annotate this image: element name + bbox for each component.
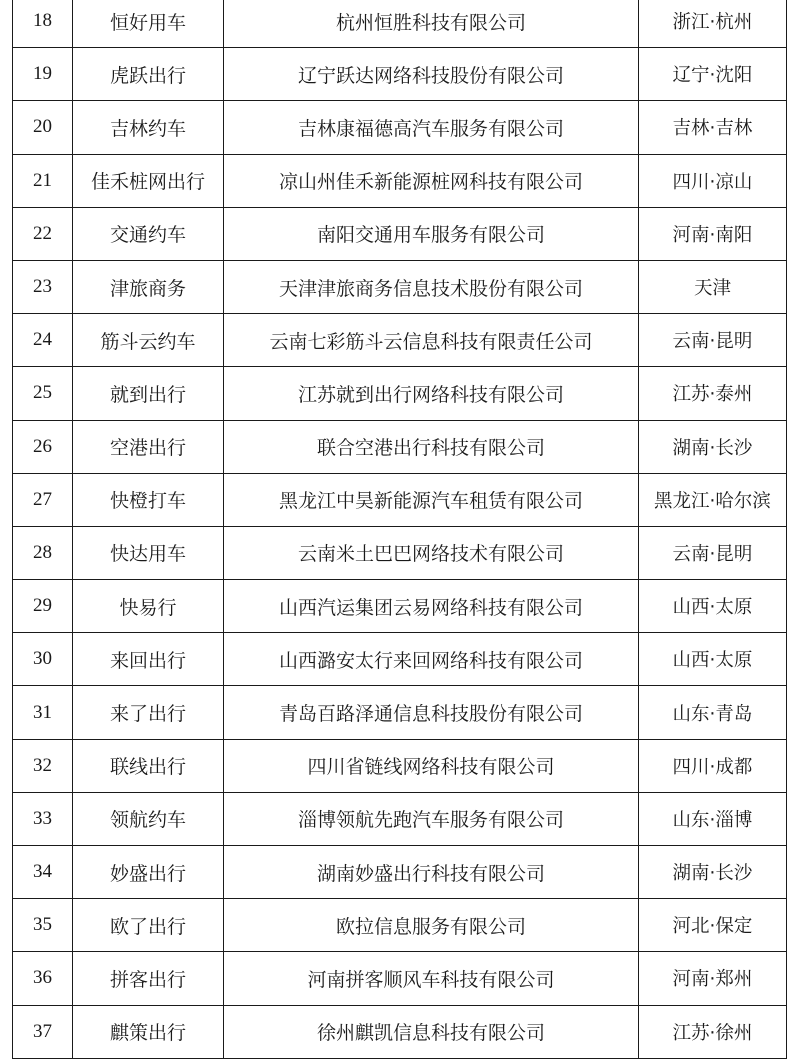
table-row: [13, 580, 787, 633]
company-name-cell: 辽宁跃达网络科技股份有限公司: [224, 48, 639, 101]
table-row: [13, 686, 787, 739]
table-row: [13, 846, 787, 899]
table-body: [13, 0, 787, 1058]
company-name-cell: 联合空港出行科技有限公司: [224, 420, 639, 473]
company-name-cell: 河南拼客顺风车科技有限公司: [224, 952, 639, 1005]
company-name-cell: 南阳交通用车服务有限公司: [224, 207, 639, 260]
row-number-cell: 26: [13, 420, 73, 473]
location-cell: 山西·太原: [639, 633, 787, 686]
table-row: [13, 367, 787, 420]
platform-table: [12, 0, 787, 1059]
location-cell: 辽宁·沈阳: [639, 48, 787, 101]
company-name-cell: 杭州恒胜科技有限公司: [224, 0, 639, 48]
table-row: [13, 48, 787, 101]
platform-name-cell: 就到出行: [73, 367, 224, 420]
table-row: [13, 1005, 787, 1058]
location-cell: 云南·昆明: [639, 526, 787, 579]
row-number-cell: 32: [13, 739, 73, 792]
location-cell: 云南·昆明: [639, 314, 787, 367]
company-name-cell: 四川省链线网络科技有限公司: [224, 739, 639, 792]
platform-name-cell: 空港出行: [73, 420, 224, 473]
row-number-cell: 35: [13, 899, 73, 952]
row-number-cell: 20: [13, 101, 73, 154]
platform-name-cell: 恒好用车: [73, 0, 224, 48]
table-row: [13, 792, 787, 845]
platform-name-cell: 妙盛出行: [73, 846, 224, 899]
row-number-cell: 22: [13, 207, 73, 260]
table-row: [13, 633, 787, 686]
company-name-cell: 淄博领航先跑汽车服务有限公司: [224, 792, 639, 845]
location-cell: 河南·南阳: [639, 207, 787, 260]
platform-name-cell: 拼客出行: [73, 952, 224, 1005]
location-cell: 天津: [639, 260, 787, 313]
company-name-cell: 黑龙江中昊新能源汽车租赁有限公司: [224, 473, 639, 526]
row-number-cell: 33: [13, 792, 73, 845]
platform-name-cell: 快橙打车: [73, 473, 224, 526]
platform-name-cell: 佳禾桩网出行: [73, 154, 224, 207]
location-cell: 山东·青岛: [639, 686, 787, 739]
row-number-cell: 27: [13, 473, 73, 526]
location-cell: 黑龙江·哈尔滨: [639, 473, 787, 526]
row-number-cell: 24: [13, 314, 73, 367]
location-cell: 江苏·徐州: [639, 1005, 787, 1058]
platform-name-cell: 吉林约车: [73, 101, 224, 154]
table-row: [13, 154, 787, 207]
company-name-cell: 青岛百路泽通信息科技股份有限公司: [224, 686, 639, 739]
company-name-cell: 山西汽运集团云易网络科技有限公司: [224, 580, 639, 633]
row-number-cell: 21: [13, 154, 73, 207]
platform-name-cell: 虎跃出行: [73, 48, 224, 101]
location-cell: 吉林·吉林: [639, 101, 787, 154]
platform-name-cell: 交通约车: [73, 207, 224, 260]
table-row: [13, 739, 787, 792]
location-cell: 河南·郑州: [639, 952, 787, 1005]
table-row: [13, 0, 787, 48]
company-name-cell: 天津津旅商务信息技术股份有限公司: [224, 260, 639, 313]
table-row: [13, 314, 787, 367]
location-cell: 四川·凉山: [639, 154, 787, 207]
company-name-cell: 凉山州佳禾新能源桩网科技有限公司: [224, 154, 639, 207]
platform-name-cell: 领航约车: [73, 792, 224, 845]
platform-name-cell: 联线出行: [73, 739, 224, 792]
platform-name-cell: 来回出行: [73, 633, 224, 686]
table-row: [13, 952, 787, 1005]
platform-name-cell: 麒策出行: [73, 1005, 224, 1058]
row-number-cell: 19: [13, 48, 73, 101]
location-cell: 江苏·泰州: [639, 367, 787, 420]
table-row: [13, 420, 787, 473]
company-name-cell: 云南米土巴巴网络技术有限公司: [224, 526, 639, 579]
row-number-cell: 25: [13, 367, 73, 420]
table-row: [13, 899, 787, 952]
company-name-cell: 云南七彩筋斗云信息科技有限责任公司: [224, 314, 639, 367]
table-row: [13, 473, 787, 526]
company-name-cell: 江苏就到出行网络科技有限公司: [224, 367, 639, 420]
location-cell: 河北·保定: [639, 899, 787, 952]
table-row: [13, 101, 787, 154]
company-name-cell: 徐州麒凯信息科技有限公司: [224, 1005, 639, 1058]
platform-name-cell: 来了出行: [73, 686, 224, 739]
row-number-cell: 18: [13, 0, 73, 48]
company-name-cell: 山西潞安太行来回网络科技有限公司: [224, 633, 639, 686]
location-cell: 四川·成都: [639, 739, 787, 792]
table-row: [13, 526, 787, 579]
location-cell: 湖南·长沙: [639, 846, 787, 899]
company-name-cell: 湖南妙盛出行科技有限公司: [224, 846, 639, 899]
table-row: [13, 207, 787, 260]
platform-name-cell: 筋斗云约车: [73, 314, 224, 367]
company-name-cell: 欧拉信息服务有限公司: [224, 899, 639, 952]
row-number-cell: 36: [13, 952, 73, 1005]
platform-name-cell: 津旅商务: [73, 260, 224, 313]
row-number-cell: 29: [13, 580, 73, 633]
platform-name-cell: 快易行: [73, 580, 224, 633]
row-number-cell: 23: [13, 260, 73, 313]
row-number-cell: 30: [13, 633, 73, 686]
location-cell: 浙江·杭州: [639, 0, 787, 48]
location-cell: 山东·淄博: [639, 792, 787, 845]
platform-name-cell: 欧了出行: [73, 899, 224, 952]
location-cell: 湖南·长沙: [639, 420, 787, 473]
location-cell: 山西·太原: [639, 580, 787, 633]
row-number-cell: 31: [13, 686, 73, 739]
row-number-cell: 28: [13, 526, 73, 579]
table-row: [13, 260, 787, 313]
company-name-cell: 吉林康福德高汽车服务有限公司: [224, 101, 639, 154]
row-number-cell: 34: [13, 846, 73, 899]
platform-name-cell: 快达用车: [73, 526, 224, 579]
row-number-cell: 37: [13, 1005, 73, 1058]
